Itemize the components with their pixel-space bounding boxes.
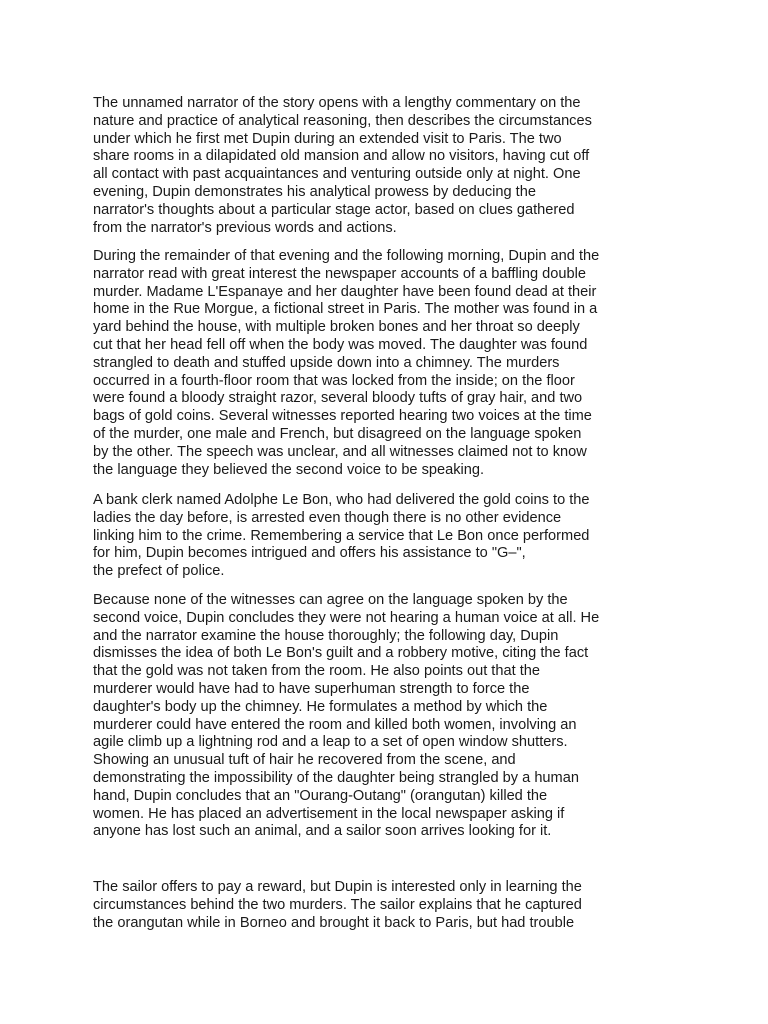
text-line: dismisses the idea of both Le Bon's guilt and a robbery motive, citing the fact	[93, 645, 589, 662]
text-line: narrator read with great interest the newspaper accounts of a baffling double	[93, 265, 586, 282]
text-line: During the remainder of that evening and the following morning, Dupin and the	[93, 248, 600, 264]
text-line: linking him to the crime. Remembering a service that Le Bon once performed	[93, 527, 590, 544]
text-line: occurred in a fourth-floor room that was locked from the inside; on the floor	[93, 372, 575, 389]
text-line: evening, Dupin demonstrates his analytical prowess by deducing the	[93, 183, 536, 200]
text-line: second voice, Dupin concludes they were not hearing a human voice at all. He	[93, 609, 600, 626]
text-line: Showing an unusual tuft of hair he recovered from the scene, and	[93, 752, 516, 769]
text-line: murder. Madame L'Espanaye and her daughter have been found dead at their	[93, 283, 597, 300]
text-line: demonstrating the impossibility of the daughter being strangled by a human	[93, 769, 579, 786]
text-line: were found a bloody straight razor, several bloody tufts of gray hair, and two	[93, 390, 583, 407]
text-line: strangled to death and stuffed upside down into a chimney. The murders	[93, 354, 560, 371]
paragraph-4	[93, 592, 693, 841]
text-line: home in the Rue Morgue, a fictional street in Paris. The mother was found in a	[93, 301, 598, 318]
text-line: Because none of the witnesses can agree on the language spoken by the	[93, 592, 568, 608]
text-line: bags of gold coins. Several witnesses reported hearing two voices at the time	[93, 408, 592, 425]
text-line: share rooms in a dilapidated old mansion and allow no visitors, having cut off	[93, 148, 590, 165]
paragraph-5	[93, 879, 693, 932]
text-line: The sailor offers to pay a reward, but Dupin is interested only in learning the	[93, 879, 582, 895]
paragraph-2	[93, 248, 693, 479]
text-line: narrator's thoughts about a particular stage actor, based on clues gathered	[93, 201, 575, 218]
text-line: murderer would have had to have superhuman strength to force the	[93, 680, 530, 697]
text-line: the prefect of police.	[93, 563, 225, 580]
text-line: circumstances behind the two murders. The sailor explains that he captured	[93, 896, 582, 913]
text-line: murderer could have entered the room and killed both women, involving an	[93, 716, 577, 733]
text-line: and the narrator examine the house thoroughly; the following day, Dupin	[93, 627, 559, 644]
text-line: agile climb up a lightning rod and a leap to a set of open window shutters.	[93, 734, 568, 751]
text-line: from the narrator's previous words and actions.	[93, 219, 397, 236]
text-line: by the other. The speech was unclear, and all witnesses claimed not to know	[93, 443, 587, 460]
paragraph-1	[93, 95, 693, 237]
text-line: for him, Dupin becomes intrigued and offers his assistance to "G–",	[93, 545, 526, 562]
text-line: the language they believed the second voice to be speaking.	[93, 461, 485, 478]
text-line: cut that her head fell off when the body was moved. The daughter was found	[93, 336, 588, 353]
text-line: under which he first met Dupin during an extended visit to Paris. The two	[93, 130, 562, 147]
text-line: anyone has lost such an animal, and a sailor soon arrives looking for it.	[93, 823, 552, 840]
text-line: women. He has placed an advertisement in the local newspaper asking if	[93, 805, 565, 822]
text-line: of the murder, one male and French, but disagreed on the language spoken	[93, 425, 582, 442]
text-line: The unnamed narrator of the story opens with a lengthy commentary on the	[93, 95, 581, 111]
text-line: yard behind the house, with multiple broken bones and her throat so deeply	[93, 319, 580, 336]
text-line: ladies the day before, is arrested even though there is no other evidence	[93, 509, 562, 526]
paragraph-3	[93, 492, 693, 581]
text-line: the orangutan while in Borneo and brought it back to Paris, but had trouble	[93, 914, 575, 931]
text-line: that the gold was not taken from the room. He also points out that the	[93, 663, 540, 680]
text-line: nature and practice of analytical reasoning, then describes the circumstances	[93, 112, 592, 129]
text-line: A bank clerk named Adolphe Le Bon, who had delivered the gold coins to the	[93, 492, 590, 508]
text-line: daughter's body up the chimney. He formulates a method by which the	[93, 698, 548, 715]
text-line: all contact with past acquaintances and venturing outside only at night. One	[93, 166, 581, 183]
text-line: hand, Dupin concludes that an "Ourang-Outang" (orangutan) killed the	[93, 787, 548, 804]
